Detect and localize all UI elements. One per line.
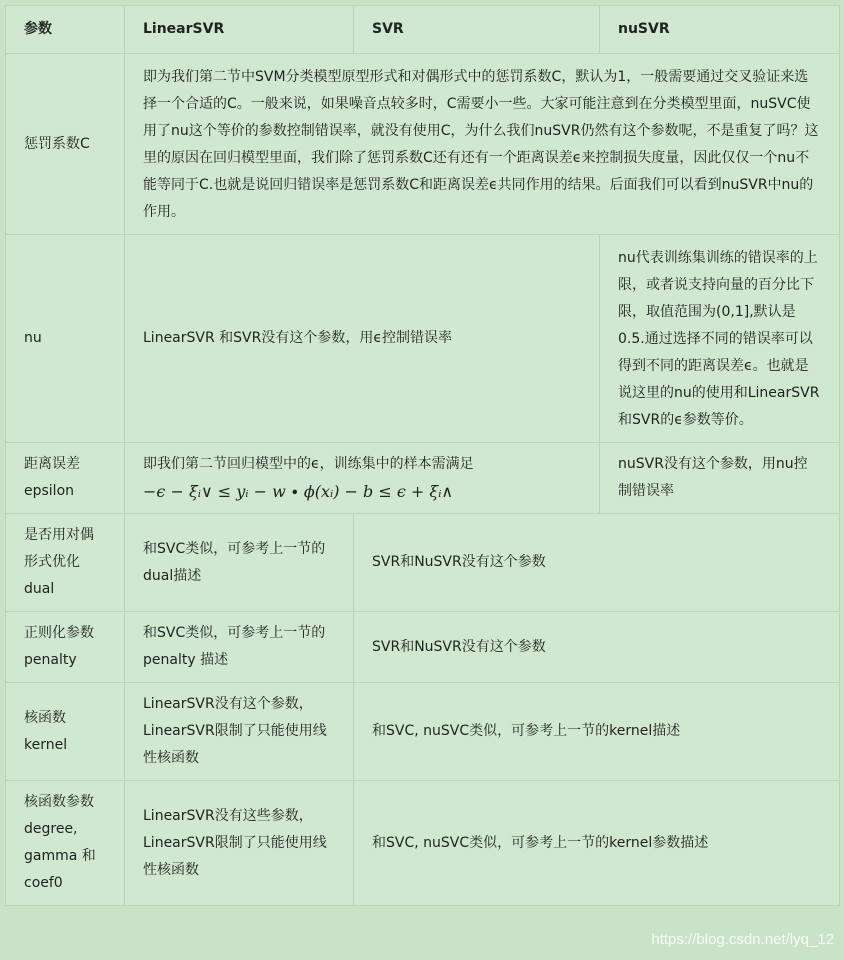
desc-nu-linear-svr-svr: LinearSVR 和SVR没有这个参数，用ϵ控制错误率 bbox=[125, 235, 600, 443]
row-epsilon bbox=[6, 443, 840, 514]
svr-parameter-table bbox=[5, 5, 840, 906]
param-kernel-params: 核函数参数degree, gamma 和coef0 bbox=[6, 781, 125, 906]
param-epsilon: 距离误差epsilon bbox=[6, 443, 125, 514]
row-kernel bbox=[6, 683, 840, 781]
header-linear-svr: LinearSVR bbox=[125, 6, 354, 54]
header-row bbox=[6, 6, 840, 54]
param-nu: nu bbox=[6, 235, 125, 443]
param-kernel: 核函数kernel bbox=[6, 683, 125, 781]
header-param: 参数 bbox=[6, 6, 125, 54]
desc-kernel-params-linear-svr: LinearSVR没有这些参数，LinearSVR限制了只能使用线性核函数 bbox=[125, 781, 354, 906]
param-c: 惩罚系数C bbox=[6, 54, 125, 235]
desc-dual-linear-svr: 和SVC类似，可参考上一节的dual描述 bbox=[125, 514, 354, 612]
desc-nu-nu-svr: nu代表训练集训练的错误率的上限，或者说支持向量的百分比下限，取值范围为(0,1],默认是0.5.通过选择不同的错误率可以得到不同的距离误差ϵ。也就是说这里的nu的使用和LinearSVR 和SVR的ϵ参数等价。 bbox=[600, 235, 840, 443]
desc-epsilon-nu-svr: nuSVR没有这个参数，用nu控制错误率 bbox=[600, 443, 840, 514]
header-svr: SVR bbox=[354, 6, 600, 54]
row-dual bbox=[6, 514, 840, 612]
param-dual: 是否用对偶形式优化dual bbox=[6, 514, 125, 612]
epsilon-text: 即我们第二节回归模型中的ϵ，训练集中的样本需满足 bbox=[143, 456, 474, 472]
desc-dual-svr-nu-svr: SVR和NuSVR没有这个参数 bbox=[354, 514, 840, 612]
row-kernel-params bbox=[6, 781, 840, 906]
header-nu-svr: nuSVR bbox=[600, 6, 840, 54]
desc-c: 即为我们第二节中SVM分类模型原型形式和对偶形式中的惩罚系数C，默认为1，一般需要通过交叉验证来选择一个合适的C。一般来说，如果噪音点较多时，C需要小一些。大家可能注意到在分类模型里面，nuSVC使用了nu这个等价的参数控制错误率，就没有使用C，为什么我们nuSVR仍然有这个参数呢，不是重复了吗？这里的原因在回归模型里面，我们除了惩罚系数C还有还有一个距离误差ϵ来控制损失度量，因此仅仅一个nu不能等同于C.也就是说回归错误率是惩罚系数C和距离误差ϵ共同作用的结果。后面我们可以看到nuSVR中nu的作用。 bbox=[125, 54, 840, 235]
param-penalty: 正则化参数penalty bbox=[6, 612, 125, 683]
row-nu bbox=[6, 235, 840, 443]
watermark: https://blog.csdn.net/lyq_12 bbox=[651, 931, 834, 948]
desc-penalty-svr-nu-svr: SVR和NuSVR没有这个参数 bbox=[354, 612, 840, 683]
desc-kernel-params-svr-nu-svr: 和SVC, nuSVC类似，可参考上一节的kernel参数描述 bbox=[354, 781, 840, 906]
desc-kernel-svr-nu-svr: 和SVC, nuSVC类似，可参考上一节的kernel描述 bbox=[354, 683, 840, 781]
row-penalty bbox=[6, 612, 840, 683]
desc-penalty-linear-svr: 和SVC类似，可参考上一节的penalty 描述 bbox=[125, 612, 354, 683]
epsilon-formula: −ϵ − ξᵢ∨ ≤ yᵢ − w ∙ ϕ(xᵢ) − b ≤ ϵ + ξᵢ∧ bbox=[143, 482, 454, 501]
desc-epsilon-linear-svr-svr bbox=[125, 443, 600, 514]
desc-kernel-linear-svr: LinearSVR没有这个参数，LinearSVR限制了只能使用线性核函数 bbox=[125, 683, 354, 781]
row-c bbox=[6, 54, 840, 235]
